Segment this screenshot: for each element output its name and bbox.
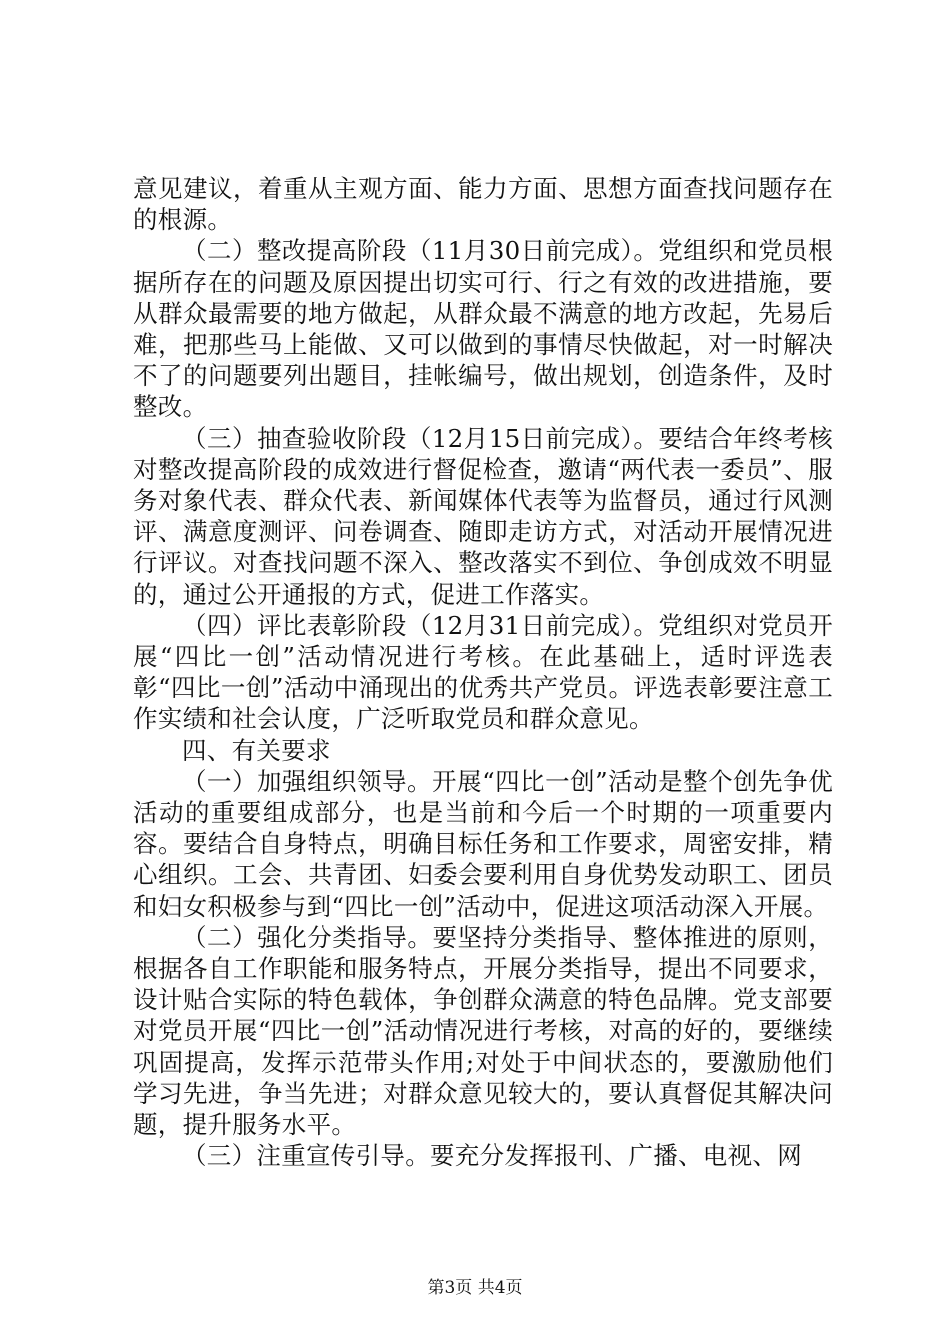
paragraph-2: （二）整改提高阶段（11月30日前完成）。党组织和党员根据所存在的问题及原因提出切实可行、行之有效的改进措施，要从群众最需要的地方做起，从群众最不满意的地方改起，先易后难，把那些马上能做、又可以做到的事情尽快做起，对一时解决不了的问题要列出题目，挂帐编号，做出规划，创造条件，及时整改。 (133, 236, 833, 422)
paragraph-5: （一）加强组织领导。开展“四比一创”活动是整个创先争优活动的重要组成部分，也是当前和今后一个时期的一项重要内容。要结合自身特点，明确目标任务和工作要求，周密安排，精心组织。工会、共青团、妇委会要利用自身优势发动职工、团员和妇女积极参与到“四比一创”活动中，促进这项活动深入开展。 (133, 766, 833, 921)
paragraph-4: （四）评比表彰阶段（12月31日前完成）。党组织对党员开展“四比一创”活动情况进行考核。在此基础上，适时评选表彰“四比一创”活动中涌现出的优秀共产党员。评选表彰要注意工作实绩和社会认度，广泛听取党员和群众意见。 (133, 610, 833, 734)
page-number-footer: 第3页 共4页 (427, 1278, 523, 1298)
paragraph-3: （三）抽查验收阶段（12月15日前完成）。要结合年终考核对整改提高阶段的成效进行督促检查，邀请“两代表一委员”、服务对象代表、群众代表、新闻媒体代表等为监督员，通过行风测评、满意度测评、问卷调查、随即走访方式，对活动开展情况进行评议。对查找问题不深入、整改落实不到位、争创成效不明显的，通过公开通报的方式，促进工作落实。 (133, 423, 833, 609)
section-heading: 四、有关要求 (182, 735, 331, 765)
paragraph-1: 意见建议，着重从主观方面、能力方面、思想方面查找问题存在的根源。 (133, 174, 833, 235)
paragraph-7: （三）注重宣传引导。要充分发挥报刊、广播、电视、网 (182, 1141, 802, 1171)
paragraph-6: （二）强化分类指导。要坚持分类指导、整体推进的原则，根据各自工作职能和服务特点，开展分类指导，提出不同要求，设计贴合实际的特色载体，争创群众满意的特色品牌。党支部要对党员开展“四比一创”活动情况进行考核，对高的好的，要继续巩固提高，发挥示范带头作用;对处于中间状态的，要激励他们学习先进，争当先进；对群众意见较大的，要认真督促其解决问题，提升服务水平。 (133, 922, 833, 1140)
document-body (133, 173, 833, 1172)
